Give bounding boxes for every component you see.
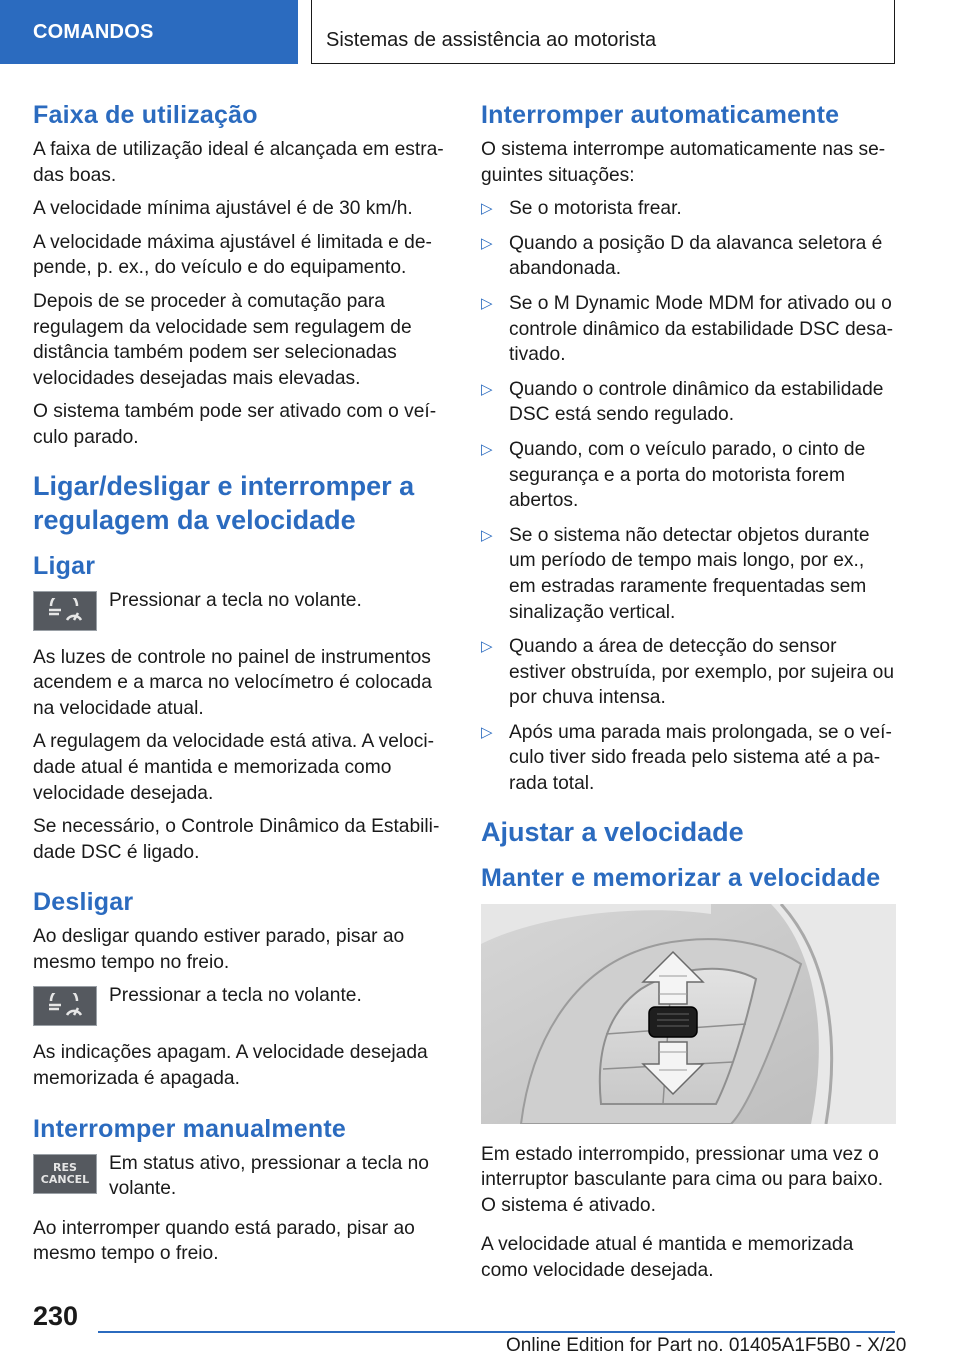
paragraph: A velocidade mínima ajustável é de 30 km/h. [33,198,413,220]
res-cancel-button-icon [33,1154,97,1194]
heading-interromper-auto: Interromper automaticamente [481,101,840,129]
icon-caption: Pressionar a tecla no volante. [109,589,362,611]
cancel-label: CANCEL [40,1172,90,1186]
steering-wheel-rocker-switch-illustration [481,904,896,1124]
heading-ligar-desligar: Ligar/desligar e interromper a regulagem da velocidade [33,470,415,535]
bullet-triangle-icon: ▷ [481,380,493,398]
page-number: 230 [33,1301,79,1331]
right-column [481,100,896,1292]
heading-interromper-manual: Interromper manualmente [33,1114,347,1143]
heading-desligar: Desligar [33,888,134,917]
paragraph: A velocidade máxima ajustável é limitada e depende, p. ex., do veículo e do equipamento. [33,231,432,279]
bullet-list [481,196,896,796]
list-item: ▷ Quando a área de detecção do sensor estiver obstruída, por exemplo, por sujeira ou por chuva intensa. [481,636,895,709]
desligar-instruction [33,983,447,1026]
heading-manter: Manter e memorizar a velocidade [481,863,881,892]
bullet-triangle-icon: ▷ [481,440,493,458]
paragraph: A velocidade atual é mantida e memorizada como velocidade desejada. [481,1234,854,1282]
paragraph: As indicações apagam. A velocidade desejada memorizada é apagada. [33,1042,428,1090]
list-item: ▷ Quando, com o veículo parado, o cinto de segurança e a porta do motorista forem abertos. [481,438,866,512]
bullet-triangle-icon: ▷ [481,526,493,544]
paragraph: Depois de se proceder à comutação para regulagem da velocidade sem regulagem de distância também podem ser selecionadas velocidades desejadas mais elevadas. [33,290,412,389]
left-column [33,100,447,1275]
footer-edition: Online Edition for Part no. 01405A1F5B0 - X/20 [506,1335,907,1356]
heading-ajustar: Ajustar a velocidade [481,816,744,847]
paragraph: Ao desligar quando estiver parado, pisar ao mesmo tempo no freio. [33,926,405,973]
header-section: COMANDOS [0,0,298,64]
ligar-instruction [33,588,447,631]
list-item: ▷ Se o motorista frear. [481,196,896,222]
paragraph: Se necessário, o Controle Dinâmico da Estabilidade DSC é ligado. [33,816,440,863]
footer-rule [98,1331,895,1333]
bullet-triangle-icon: ▷ [481,294,493,312]
res-label: RES [53,1160,77,1174]
header-chapter: Sistemas de assistência ao motorista [311,0,895,64]
list-item: ▷ Quando a posição D da alavanca seletora é abandonada. [481,232,883,280]
cruise-control-button-icon [33,986,97,1026]
paragraph: Ao interromper quando está parado, pisar ao mesmo tempo o freio. [33,1217,415,1265]
list-item: ▷ Se o sistema não detectar objetos durante um período de tempo mais longo, por ex., em estradas raramente frequentadas sem sinalização vertical. [481,524,870,623]
paragraph: Em estado interrompido, pressionar uma vez o interruptor basculante para cima ou para baixo. O sistema é ativado. [481,1143,884,1216]
paragraph: A regulagem da velocidade está ativa. A velocidade atual é mantida e memorizada como velocidade desejada. [33,731,435,804]
bullet-triangle-icon: ▷ [481,200,493,218]
heading-ligar: Ligar [33,551,96,580]
icon-caption: Em status ativo, pressionar a tecla no volante. [109,1152,429,1200]
heading-faixa: Faixa de utilização [33,101,258,129]
list-item: ▷ Após uma parada mais prolongada, se o veículo tiver sido freada pelo sistema até a parada total. [481,721,892,795]
paragraph: O sistema interrompe automaticamente nas seguintes situações: [481,139,886,186]
paragraph: A faixa de utilização ideal é alcançada em estradas boas. [33,139,444,186]
bullet-triangle-icon: ▷ [481,638,493,656]
cruise-control-button-icon [33,591,97,631]
paragraph: As luzes de controle no painel de instrumentos acendem e a marca no velocímetro é colocada na velocidade atual. [33,646,432,719]
icon-caption: Pressionar a tecla no volante. [109,985,362,1007]
bullet-triangle-icon: ▷ [481,723,493,741]
interromper-instruction [33,1151,447,1202]
paragraph: O sistema também pode ser ativado com o veículo parado. [33,401,437,448]
bullet-triangle-icon: ▷ [481,234,493,252]
list-item: ▷ Quando o controle dinâmico da estabilidade DSC está sendo regulado. [481,378,884,426]
list-item: ▷ Se o M Dynamic Mode MDM for ativado ou o controle dinâmico da estabilidade DSC desativado. [481,292,893,366]
